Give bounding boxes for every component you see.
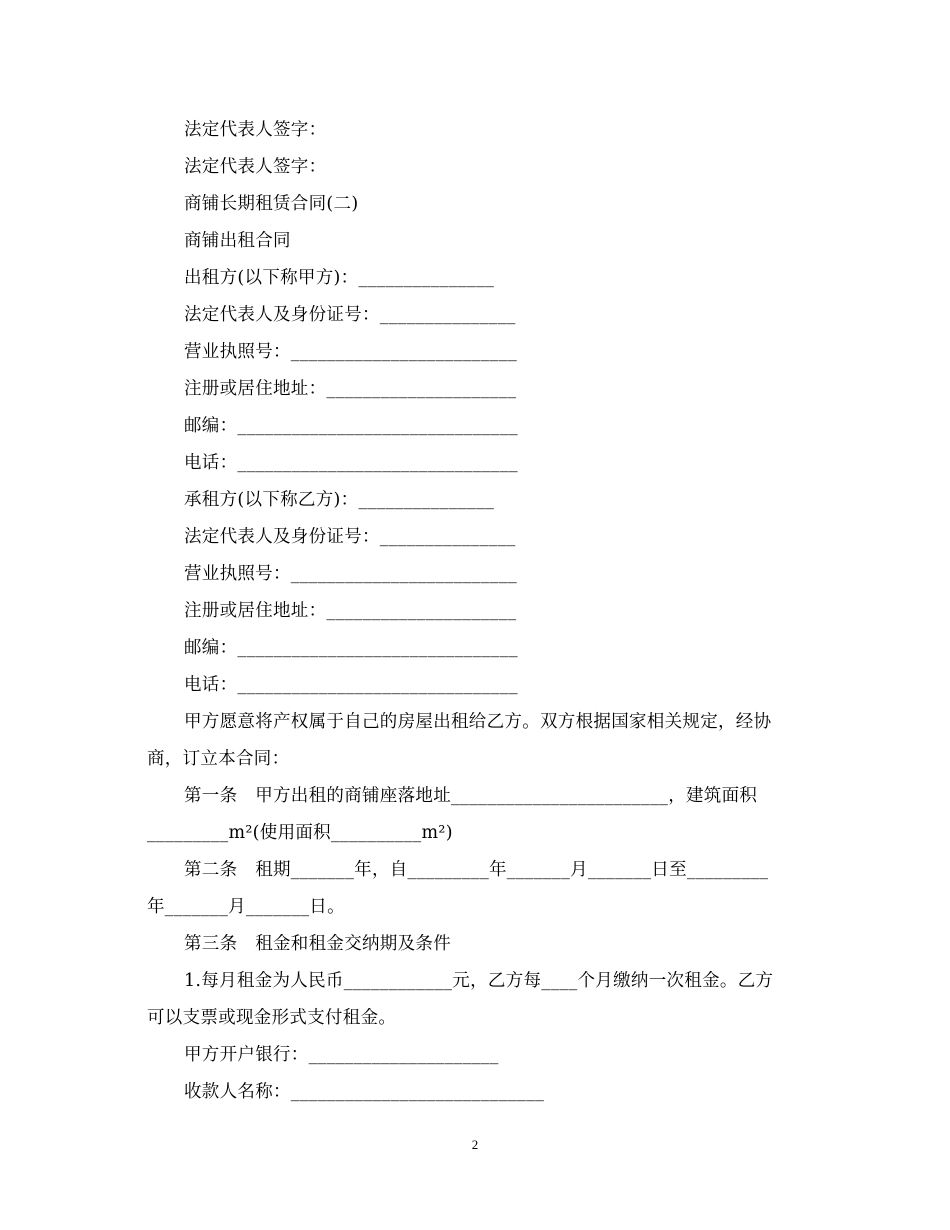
- text-line: 商铺出租合同: [184, 231, 291, 251]
- text-line: 收款人名称：____________________________: [184, 1082, 545, 1102]
- text-line: 可以支票或现金形式支付租金。: [147, 1008, 397, 1028]
- text-line: 年_______月_______日。: [147, 897, 345, 917]
- text-line: 邮编：_______________________________: [184, 416, 518, 436]
- text-line: 电话：_______________________________: [184, 675, 518, 695]
- text-line: 法定代表人签字：: [184, 157, 327, 177]
- text-line: 法定代表人及身份证号：_______________: [184, 527, 516, 547]
- text-line: _________m²(使用面积__________m²): [147, 823, 453, 843]
- page-number: 2: [471, 1137, 479, 1152]
- text-line: 营业执照号：_________________________: [184, 342, 518, 362]
- text-line: 1.每月租金为人民币____________元，乙方每____个月缴纳一次租金。乙方: [184, 971, 774, 991]
- text-line: 第二条 租期_______年，自_________年_______月_______日至_________: [184, 860, 769, 880]
- text-line: 营业执照号：_________________________: [184, 564, 518, 584]
- text-line: 注册或居住地址：_____________________: [184, 379, 517, 399]
- text-line: 法定代表人及身份证号：_______________: [184, 305, 516, 325]
- text-line: 电话：_______________________________: [184, 453, 518, 473]
- text-line: 第一条 甲方出租的商铺座落地址________________________，建筑面积: [184, 786, 758, 806]
- text-line: 邮编：_______________________________: [184, 638, 518, 658]
- text-line: 商铺长期租赁合同(二): [184, 194, 359, 214]
- text-line: 出租方(以下称甲方)：_______________: [184, 268, 495, 288]
- text-line: 第三条 租金和租金交纳期及条件: [184, 934, 451, 954]
- document-body: [147, 112, 803, 1111]
- text-line: 法定代表人签字：: [184, 120, 327, 140]
- text-line: 甲方开户银行：_____________________: [184, 1045, 499, 1065]
- text-line: 注册或居住地址：_____________________: [184, 601, 517, 621]
- text-line: 承租方(以下称乙方)：_______________: [184, 490, 495, 510]
- text-line: 甲方愿意将产权属于自己的房屋出租给乙方。双方根据国家相关规定，经协: [184, 712, 772, 732]
- text-line: 商，订立本合同：: [147, 749, 290, 769]
